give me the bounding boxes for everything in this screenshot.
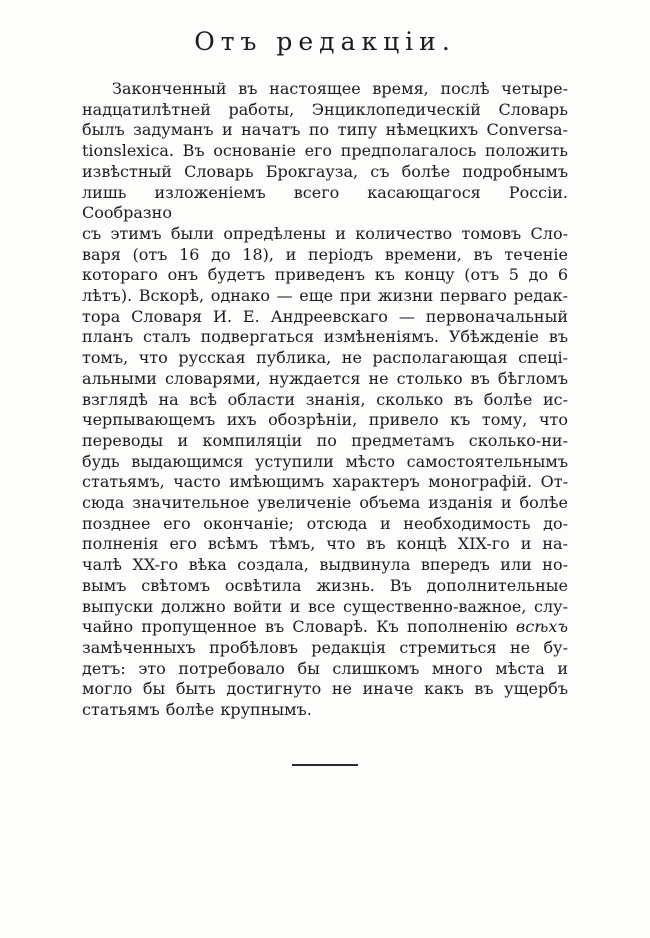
text-line: котораго онъ будетъ приведенъ къ концу (отъ 5 до 6: [82, 265, 568, 285]
text-line: замѣченныхъ пробѣловъ редакція стремиться не бу-: [82, 637, 568, 657]
text-line: полненія его всѣмъ тѣмъ, что въ концѣ XIX-го и на-: [82, 534, 568, 554]
text-line: былъ задуманъ и начатъ по типу нѣмецкихъ Conversa-: [82, 120, 568, 140]
text-line: статьямъ, часто имѣющимъ характеръ монографій. От-: [82, 472, 568, 492]
text-line: лѣтъ). Вскорѣ, однако — еще при жизни перваго редак-: [82, 286, 568, 306]
text-line: альными словарями, нуждается не столько въ бѣгломъ: [82, 368, 568, 388]
text-line: могло бы быть достигнуто не иначе какъ въ ущербъ: [82, 679, 568, 699]
text-line: вымъ свѣтомъ освѣтила жизнь. Въ дополнительные: [82, 575, 568, 595]
text-line: лишь изложеніемъ всего касающагося Россіи. Сообразно: [82, 182, 568, 223]
text-line: съ этимъ были опредѣлены и количество томовъ Сло-: [82, 223, 568, 243]
text-line: планъ сталъ подвергаться измѣненіямъ. Убѣжденіе въ: [82, 327, 568, 347]
text-line: будь выдающимся уступили мѣсто самостоятельнымъ: [82, 451, 568, 471]
page-title: Отъ редакціи.: [194, 27, 456, 56]
text-line: переводы и компиляціи по предметамъ сколько-ни-: [82, 430, 568, 450]
text-line: варя (отъ 16 до 18), и періодъ времени, въ теченіе: [82, 244, 568, 264]
text-line: взглядѣ на всѣ области знанія, сколько въ болѣе ис-: [82, 389, 568, 409]
body-paragraph: [82, 79, 568, 721]
section-divider: [292, 764, 358, 766]
text-line: позднее его окончаніе; отсюда и необходимость до-: [82, 513, 568, 533]
text-line: статьямъ болѣе крупнымъ.: [82, 700, 312, 720]
text-line: Законченный въ настоящее время, послѣ четыре-: [112, 79, 568, 98]
text-line: надцатилѣтней работы, Энциклопедическій Словарь: [82, 99, 568, 119]
text-line: тора Словаря И. Е. Андреевскаго — первоначальный: [82, 306, 568, 326]
text-line: извѣстный Словарь Брокгауза, съ болѣе подробнымъ: [82, 161, 568, 181]
text-line: чайно пропущенное въ Словарѣ. Къ пополненію всѣхъ: [82, 617, 568, 637]
text-line: детъ: это потребовало бы слишкомъ много мѣста и: [82, 658, 568, 678]
text-line: сюда значительное увеличеніе объема изданія и болѣе: [82, 493, 568, 513]
text-line: черпывающемъ ихъ обозрѣніи, привело къ тому, что: [82, 410, 568, 430]
text-line: tionslexica. Въ основаніе его предполагалось положить: [82, 141, 568, 161]
text-line: чалѣ XX-го вѣка создала, выдвинула впередъ или но-: [82, 555, 568, 575]
text-line: томъ, что русская публика, не располагающая спеці-: [82, 348, 568, 368]
text-line: выпуски должно войти и все существенно-важное, слу-: [82, 596, 568, 616]
